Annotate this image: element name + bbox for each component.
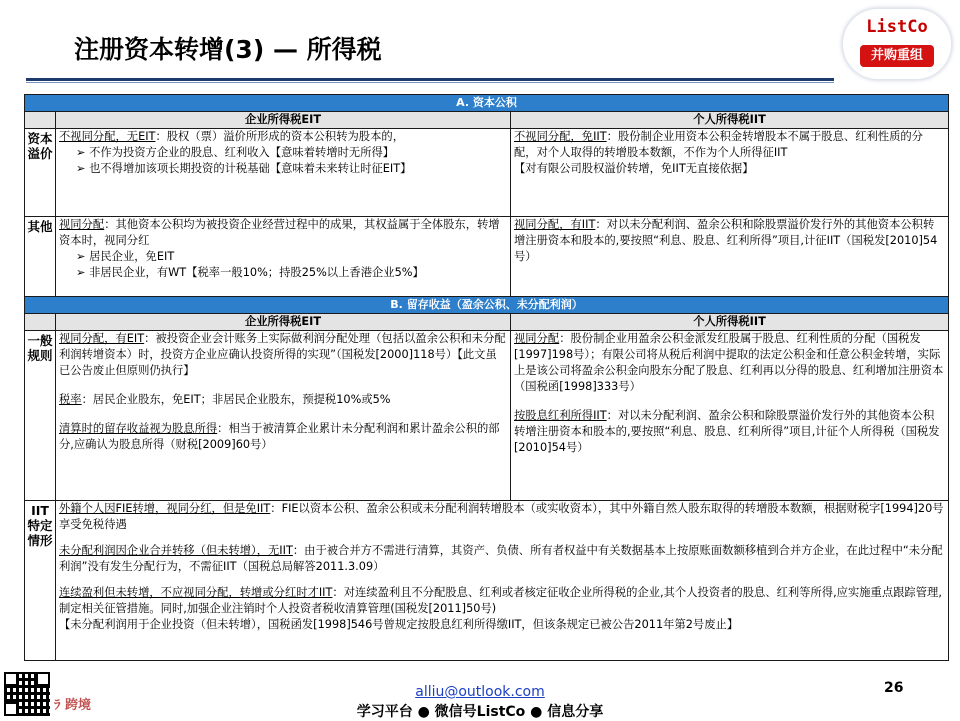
row-label-capital-premium: 资本溢价 <box>25 129 56 217</box>
cell-eit-capital-premium <box>56 129 511 217</box>
iit-lead: 视同分配，有IIT <box>514 218 596 231</box>
blank-header-cell <box>25 314 56 331</box>
section-b-header-row <box>25 297 949 314</box>
title-divider <box>26 78 834 81</box>
list-item: ➢ 非居民企业，有WT【税率一般10%；持股25%以上香港企业5%】 <box>76 266 424 279</box>
cell-iit-other <box>511 217 949 297</box>
eit-lead: 不视同分配，无EIT <box>59 130 156 143</box>
page-title: 注册资本转增(3) — 所得税 <box>74 35 382 64</box>
eit-lead: 视同分配 <box>59 218 105 231</box>
eit-text: ：其他资本公积均为被投资企业经营过程中的成果，其权益属于全体股东，转增资本时，视同分红 <box>59 218 500 247</box>
title-divider-thin <box>26 82 834 83</box>
iit-note: 【对有限公司股权溢价转增，免IIT无直接依据】 <box>514 162 754 175</box>
row-label-special: IIT特定情形 <box>25 501 56 661</box>
section-b-header: B. 留存收益（盈余公积、未分配利润） <box>25 297 949 314</box>
cell-eit-general: 视同分配，有EIT：被投资企业会计账务上实际做利润分配处理（包括以盈余公积和未分配利润转增资本）时，投资方企业应确认投资所得的实现”（国税发[2000]118号）【此文虽已公告废止但原则仍执行】 税率：居民企业股东，免EIT；非居民企业股东，预提税10%或5% 清算时的留存收益视为股息所得：相当于被清算企业累计未分配利润和累计盈余公积的部分,应确认为股息所得（财税[2009]60号） <box>56 331 511 501</box>
page-number: 26 <box>884 680 904 696</box>
watermark: ﾗ 跨境 <box>54 698 92 713</box>
cell-iit-capital-premium <box>511 129 949 217</box>
cell-iit-general: 视同分配：股份制企业用盈余公积金派发红股属于股息、红利性质的分配（国税发[1997]198号）；有限公司将从税后利润中提取的法定公积金和任意公积金转增，实际上是该公司将盈余公积金向股东分配了股息、红利再以分得的股息、红利增加注册资本（国税函[1998]333号） 按股息红利所得IIT：对以未分配利润、盈余公积和除股票溢价发行外的其他资本公积转增注册资本和股本的,要按照“利息、股息、红利所得”项目,计征个人所得税（国税发[2010]54号） <box>511 331 949 501</box>
iit-lead: 不视同分配，免IIT <box>514 130 607 143</box>
row-iit-special-cases <box>25 501 949 661</box>
row-capital-premium <box>25 129 949 217</box>
cell-eit-other <box>56 217 511 297</box>
row-label-general-rule: 一般规则 <box>25 331 56 501</box>
list-item: ➢ 也不得增加该项长期投资的计税基础【意味着未来转让时征EIT】 <box>76 162 412 175</box>
row-label-other: 其他 <box>25 217 56 297</box>
list-item: ➢ 不作为投资方企业的股息、红利收入【意味着转增时无所得】 <box>76 146 395 159</box>
section-a-column-headers <box>25 112 949 129</box>
column-header-iit: 个人所得税IIT <box>511 112 949 129</box>
section-a-header-row <box>25 95 949 112</box>
column-header-eit: 企业所得税EIT <box>56 314 511 331</box>
row-other-capital-reserve <box>25 217 949 297</box>
iit-text: ：股份制企业用资本公积金转增股本不属于股息、红利性质的分配，对个人取得的转增股本数额，不作为个人所得征IIT <box>514 130 923 159</box>
column-header-eit: 企业所得税EIT <box>56 112 511 129</box>
logo-text-top: ListCo <box>866 17 928 37</box>
list-item: ➢ 居民企业，免EIT <box>76 250 175 263</box>
footer-email-link[interactable]: alliu@outlook.com <box>415 684 545 700</box>
blank-header-cell <box>25 112 56 129</box>
row-general-rule <box>25 331 949 501</box>
listco-logo <box>842 8 952 80</box>
footer-tagline: 学习平台 ● 微信号ListCo ● 信息分享 <box>356 704 604 720</box>
tax-comparison-table <box>24 94 949 661</box>
section-b-column-headers <box>25 314 949 331</box>
section-a-header: A. 资本公积 <box>25 95 949 112</box>
cell-special-cases: 外籍个人因FIE转增，视同分红，但是免IIT：FIE以资本公积、盈余公积或未分配利润转增股本（或实收资本），其中外籍自然人股东取得的转增股本数额，根据财税字[1994]20号享受免税待遇 未分配利润因企业合并转移（但未转增），无IIT：由于被合并方不需进行清算，其资产、负债、所有者权益中有关数据基本上按原账面数额移植到合并方企业，在此过程中“未分配利润”没有发生分配行为，不需征IIT（国税总局解答2011.3.09） 连续盈利但未转增，不应视同分配，转增或分红时才IIT：对连续盈利且不分配股息、红利或者核定征收企业所得税的企业,其个人投资者的股息、红利等所得,应实施重点跟踪管理,制定相关征管措施。同时,加强企业注销时个人投资者税收清算管理(国税发[2011]50号) 【未分配利润用于企业投资（但未转增），国税函发[1998]546号曾规定按股息红利所得缴IIT，但该条规定已被公告2011年第2号废止】 <box>56 501 949 661</box>
iit-text: ：对以未分配利润、盈余公积和除股票溢价发行外的其他资本公积转增注册资本和股本的,要按照“利息、股息、红利所得”项目,计征IIT（国税发[2010]54号） <box>514 218 938 263</box>
column-header-iit: 个人所得税IIT <box>511 314 949 331</box>
logo-text-bottom: 并购重组 <box>860 45 934 67</box>
eit-text: ：股权（票）溢价所形成的资本公积转为股本的， <box>155 130 404 143</box>
